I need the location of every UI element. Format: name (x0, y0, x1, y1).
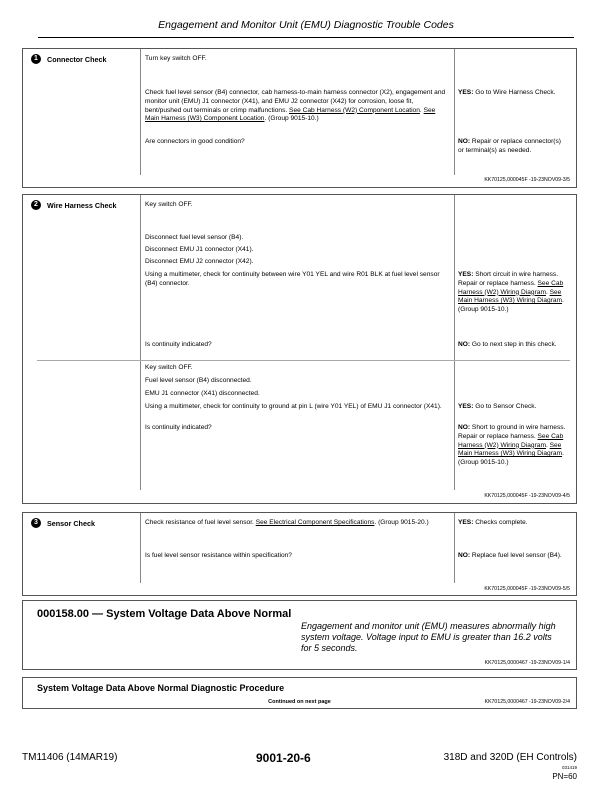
action-text: Fuel level sensor (B4) disconnected. (145, 377, 252, 384)
yes-result: YES: Checks complete. (458, 519, 528, 526)
reference-code: KK70125,0000467 -19-23NOV09-2/4 (484, 699, 570, 705)
electrical-specifications-link[interactable]: See Electrical Component Specifications (255, 519, 375, 526)
column-divider (454, 195, 455, 490)
main-harness-wiring-link[interactable]: See Main Harness (W3) Wiring Diagram (458, 441, 563, 458)
question-text: Is continuity indicated? (145, 341, 212, 348)
reference-code: KK70125,000045F -19-23NOV09-4/5 (484, 493, 570, 499)
step-heading (31, 200, 116, 210)
no-result: NO: Go to next step in this check. (458, 341, 557, 348)
yes-result: YES: Go to Wire Harness Check. (458, 89, 556, 96)
action-text: Using a multimeter, check for continuity to ground at pin L (wire Y01 YEL) of EMU J1 connector (X41). (145, 403, 442, 410)
page-header: Engagement and Monitor Unit (EMU) Diagnostic Trouble Codes (158, 19, 454, 31)
action-text: Check resistance of fuel level sensor. See Electrical Component Specifications. (Group 9015-20.) (145, 519, 429, 526)
procedure-title: System Voltage Data Above Normal Diagnostic Procedure (37, 683, 285, 693)
main-harness-location-link[interactable]: See Main Harness (W3) Component Location (145, 106, 436, 123)
action-text: Using a multimeter, check for continuity between wire Y01 YEL and wire R01 BLK at fuel level sensor (B4) connector. (145, 271, 440, 287)
cab-harness-wiring-link[interactable]: See Cab Harness (W2) Wiring Diagram (458, 279, 564, 296)
step-number-badge: 3 (31, 518, 41, 528)
action-text: Key switch OFF. (145, 364, 193, 371)
procedure-block (22, 677, 577, 709)
step-title: Sensor Check (47, 518, 95, 528)
step-title: Connector Check (47, 54, 107, 64)
action-text: Key switch OFF. (145, 201, 193, 208)
column-divider (454, 513, 455, 583)
step-number-badge: 2 (31, 200, 41, 210)
action-text: EMU J1 connector (X41) disconnected. (145, 390, 260, 397)
page-number: 9001-20-6 (256, 751, 311, 765)
header-rule (38, 37, 574, 38)
question-text: Is continuity indicated? (145, 424, 212, 431)
yes-result: YES: Short circuit in wire harness. Repair or replace harness. See Cab Harness (W2) Wiring Diagram. See Main Harness (W3) Wiring Diagram. (Group 9015-10.) (458, 271, 564, 314)
cab-harness-wiring-link[interactable]: See Cab Harness (W2) Wiring Diagram (458, 432, 564, 449)
no-result: NO: Repair or replace connector(s) or terminal(s) as needed. (458, 138, 561, 154)
column-divider (140, 513, 141, 583)
reference-code: KK70125,000045F -19-23NOV09-3/5 (484, 177, 570, 183)
revision-code: 031419 (561, 765, 577, 770)
no-result: NO: Replace fuel level sensor (B4). (458, 552, 562, 559)
action-text: Disconnect EMU J1 connector (X41). (145, 246, 254, 253)
dtc-block (22, 600, 577, 670)
no-result: NO: Short to ground in wire harness. Repair or replace harness. See Cab Harness (W2) Wiring Diagram. See Main Harness (W3) Wiring Diagram. (Group 9015-10.) (458, 424, 566, 467)
reference-code: KK70125,0000467 -19-23NOV09-1/4 (484, 660, 570, 666)
action-text: Turn key switch OFF. (145, 55, 207, 62)
question-text: Are connectors in good condition? (145, 138, 245, 145)
step-2-wire-harness-check (22, 194, 577, 504)
action-text: Check fuel level sensor (B4) connector, cab harness-to-main harness connector (X2), engagement and monitor unit (EMU) J1 connector (X41), and EMU J2 connector (X42) for corrosion, loose fit, bent/pushed out terminals or crimp malfunctions. (145, 89, 446, 114)
manual-id: TM11406 (14MAR19) (22, 752, 118, 763)
step-3-sensor-check (22, 512, 577, 596)
step-title: Wire Harness Check (47, 200, 117, 210)
question-text: Is fuel level sensor resistance within specification? (145, 552, 292, 559)
step-heading (31, 54, 107, 64)
dtc-title: 000158.00 — System Voltage Data Above Normal (37, 608, 292, 620)
continued-note: Continued on next page (268, 699, 331, 705)
step-number-badge: 1 (31, 54, 41, 64)
action-text: Disconnect fuel level sensor (B4). (145, 234, 244, 241)
dtc-description: Engagement and monitor unit (EMU) measures abnormally high system voltage. Voltage input to EMU is greater than 16.2 volts for 5 seconds. (301, 621, 556, 653)
model-name: 318D and 320D (EH Controls) (443, 752, 577, 763)
step-heading (31, 518, 95, 528)
column-divider (140, 49, 141, 175)
column-divider (454, 49, 455, 175)
action-text: Disconnect EMU J2 connector (X42). (145, 258, 254, 265)
action-text: Check fuel level sensor (B4) connector, cab harness-to-main harness connector (X2), engagement and monitor unit (EMU) J1 connector (X41), and EMU J2 connector (X42) for corrosion, loose fit, bent/pushed out terminals or crimp malfunctions. See Cab Harness (W2) Component Location. See Main Harness (W3) Component Location. (Group 9015-10.) (145, 89, 446, 123)
main-harness-wiring-link[interactable]: See Main Harness (W3) Wiring Diagram (458, 288, 563, 305)
column-divider (140, 195, 141, 490)
pn-number: PN=60 (552, 772, 577, 781)
reference-code: KK70125,000045F -19-23NOV09-5/5 (484, 586, 570, 592)
yes-result: YES: Go to Sensor Check. (458, 403, 537, 410)
cab-harness-location-link[interactable]: See Cab Harness (W2) Component Location (289, 106, 420, 114)
step-1-connector-check (22, 48, 577, 188)
row-divider (37, 360, 570, 361)
